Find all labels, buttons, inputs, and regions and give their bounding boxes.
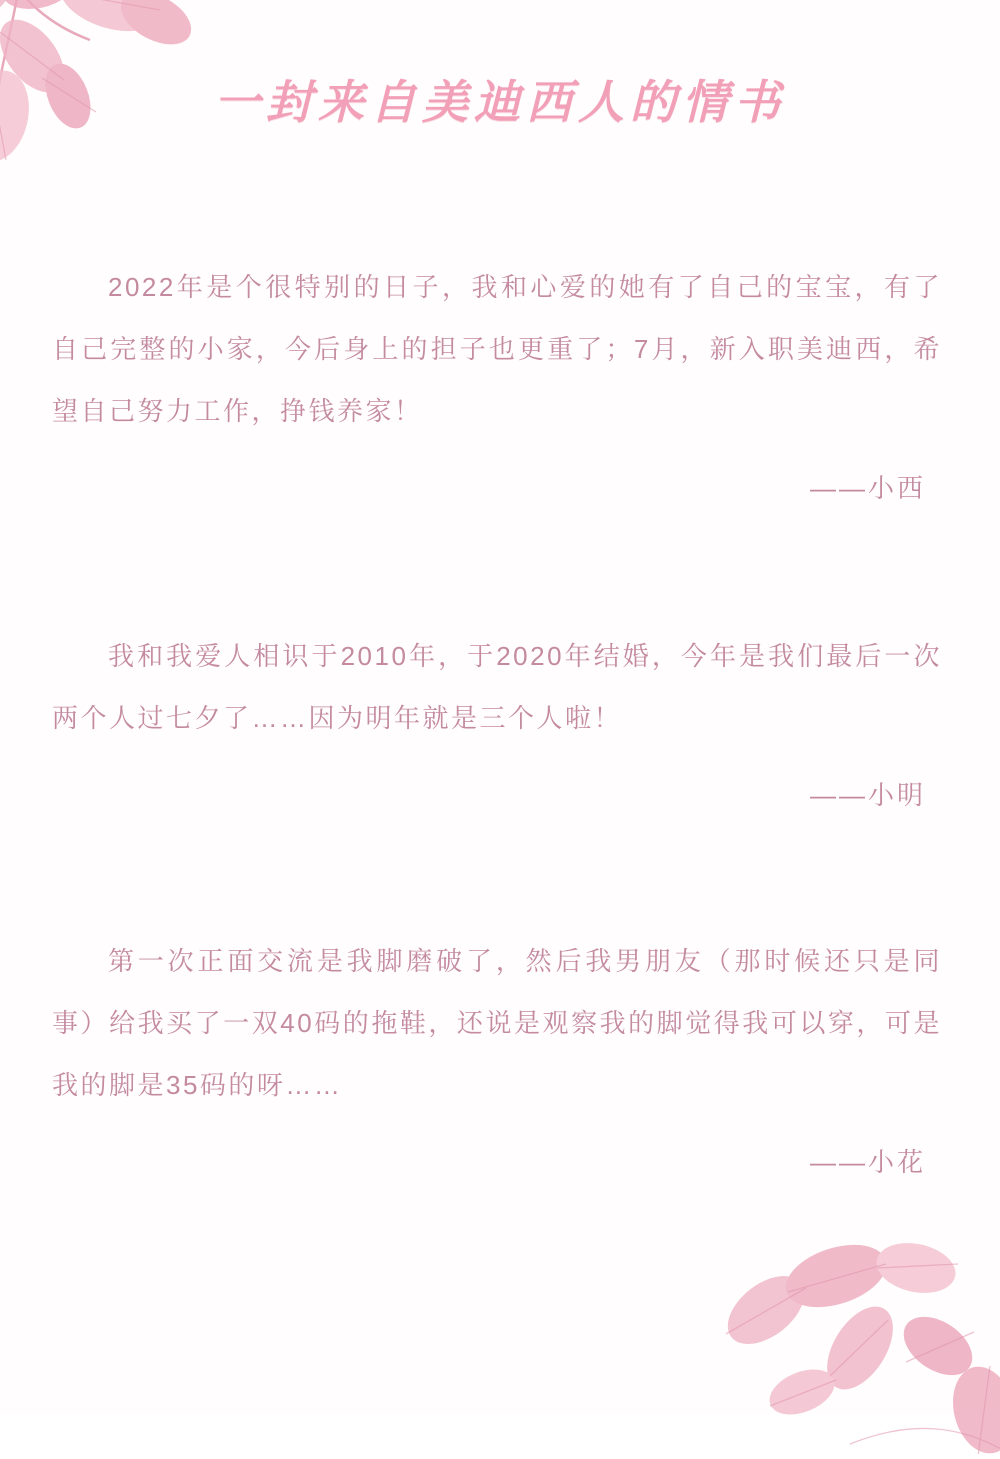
letter-body: 第一次正面交流是我脚磨破了，然后我男朋友（那时候还只是同事）给我买了一双40码的拖鞋，还说是观察我的脚觉得我可以穿，可是我的脚是35码的呀……: [52, 946, 942, 1100]
letters-container: [0, 230, 1000, 1297]
letter-item: [0, 625, 1000, 812]
letter-signature: ——小明: [809, 780, 926, 810]
letter-item: [0, 256, 1000, 505]
letter-body: 2022年是个很特别的日子，我和心爱的她有了自己的宝宝，有了自己完整的小家，今后身上的担子也更重了；7月，新入职美迪西，希望自己努力工作，挣钱养家！: [52, 272, 942, 426]
letter-signature: ——小西: [809, 473, 926, 503]
letter-signature: ——小花: [809, 1147, 926, 1177]
letter-item: [0, 930, 1000, 1179]
letter-body: 我和我爱人相识于2010年，于2020年结婚，今年是我们最后一次两个人过七夕了……因为明年就是三个人啦！: [52, 641, 942, 733]
page-title: 一封来自美迪西人的情书: [214, 75, 786, 129]
